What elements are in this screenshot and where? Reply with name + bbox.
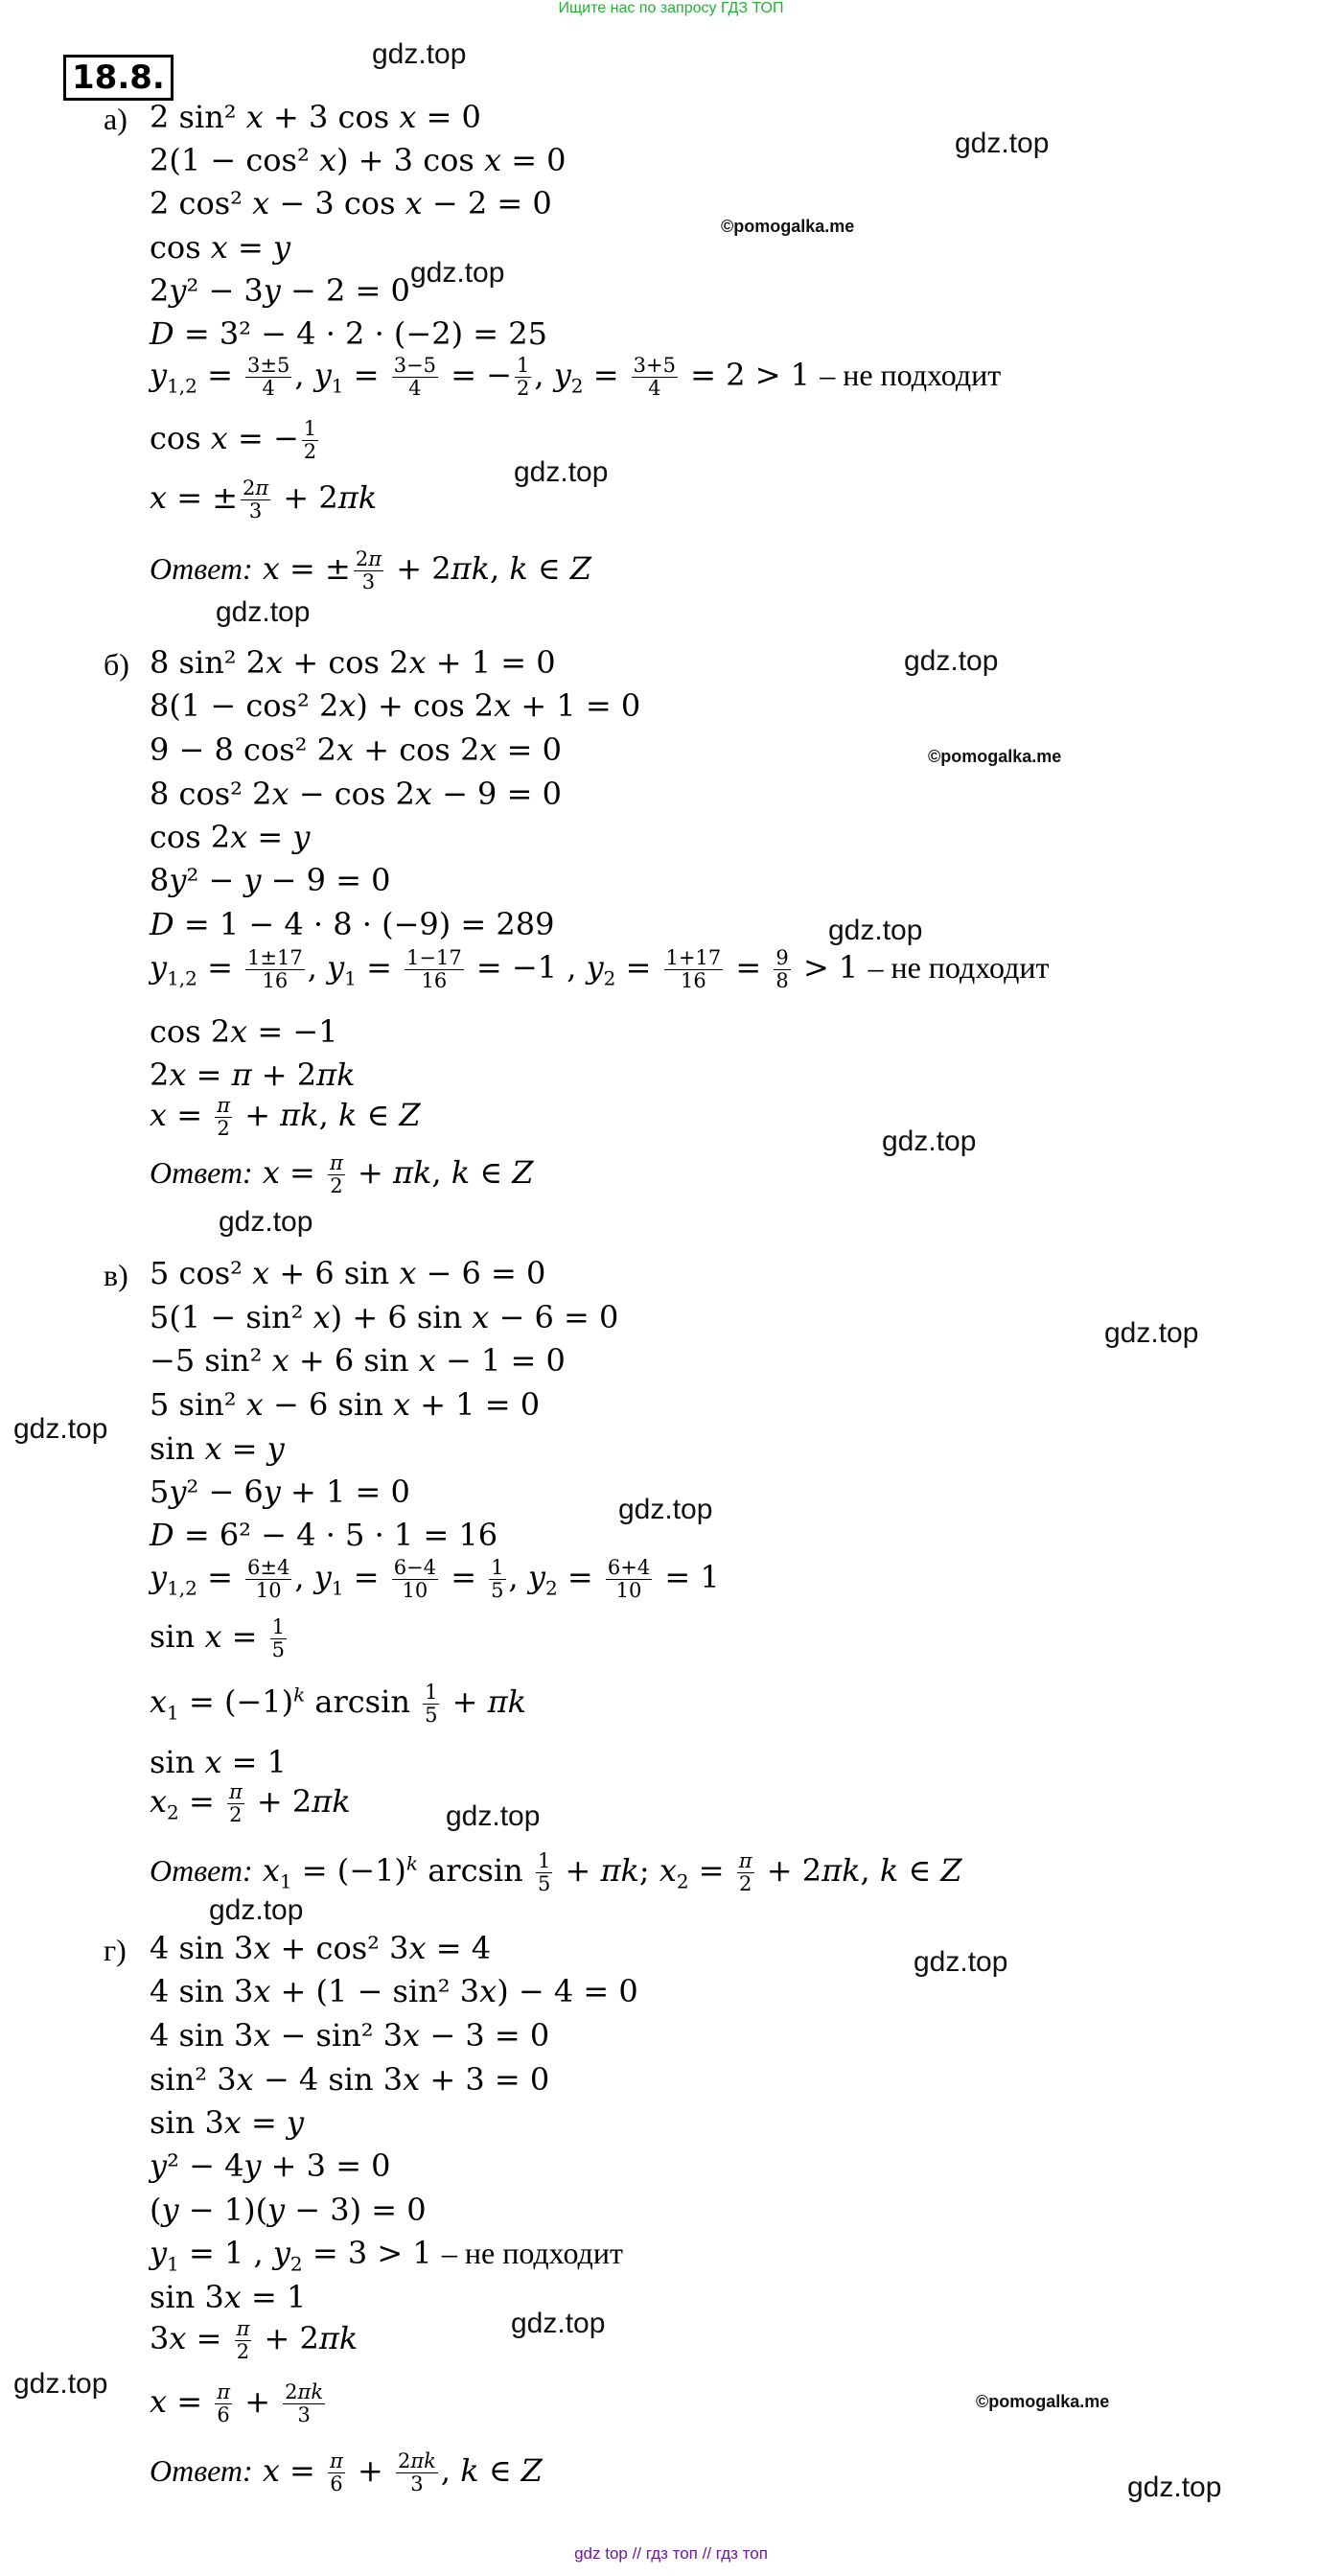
solution-line: D = 3² − 4 · 2 · (−2) = 25 [150, 315, 547, 352]
gdz-watermark: gdz.top [514, 456, 609, 488]
solution-line: sin x = $\frac{1}{5}$ [150, 1615, 286, 1662]
solution-line: $y_{1,2}$ = $\frac{6\pm 4}{10}$ , $y_1$ = $\frac{6-4}{10}$ = $\frac{1}{5}$ , $y_2$ = $\frac{6+4}{10}$ = 1 [150, 1556, 720, 1603]
solution-line: sin² 3x − 4 sin 3x + 3 = 0 [150, 2061, 550, 2098]
answer-word: Ответ: [150, 1155, 253, 1191]
top-banner[interactable]: Ищите нас по запросу ГДЗ ТОП [558, 0, 784, 16]
gdz-watermark: gdz.top [955, 128, 1050, 159]
solution-line: 5 cos² x + 6 sin x − 6 = 0 [150, 1255, 546, 1291]
solution-line: 2y² − 3y − 2 = 0 [150, 272, 410, 309]
answer-line: Ответ: x = $\frac{\pi}{6}$ + $\frac{2\pi k}{3}$ , k ∈ Z [150, 2449, 543, 2496]
not-fit-text: – не подходит [441, 2236, 623, 2270]
solution-line: cos 2x = y [150, 819, 311, 855]
solution-line: sin 3x = 1 [150, 2279, 307, 2315]
answer-line: Ответ: $x_1 = (-1)^k$ arcsin $\frac{1}{5}$ + πk; $x_2$ = $\frac{\pi}{2}$ + 2πk, k ∈ Z [150, 1849, 962, 1896]
solution-line: 2x = π + 2πk [150, 1056, 356, 1093]
solution-line: $x_2$ = $\frac{\pi}{2}$ + 2πk [150, 1780, 351, 1827]
solution-line: sin 3x = y [150, 2104, 305, 2141]
solution-line: sin x = y [150, 1430, 285, 1467]
pomogalka-watermark: ©pomogalka.me [976, 2392, 1110, 2411]
pomogalka-watermark: ©pomogalka.me [928, 747, 1062, 766]
gdz-watermark: gdz.top [219, 1206, 313, 1238]
gdz-watermark: gdz.top [914, 1946, 1008, 1978]
gdz-watermark: gdz.top [1127, 2472, 1222, 2503]
solution-line: 5y² − 6y + 1 = 0 [150, 1474, 410, 1510]
solution-line: y² − 4y + 3 = 0 [150, 2147, 391, 2184]
solution-line: x = ± $\frac{2\pi}{3}$ + 2πk [150, 476, 378, 523]
gdz-watermark: gdz.top [410, 257, 505, 289]
solution-line: D = 6² − 4 · 5 · 1 = 16 [150, 1517, 498, 1553]
solution-line: 5(1 − sin² x) + 6 sin x − 6 = 0 [150, 1299, 619, 1335]
answer-line: Ответ: x = $\frac{\pi}{2}$ + πk, k ∈ Z [150, 1151, 534, 1198]
solution-line: x = $\frac{\pi}{6}$ + $\frac{2\pi k}{3}$ [150, 2380, 324, 2427]
solution-line: 4 sin 3x + (1 − sin² 3x) − 4 = 0 [150, 1973, 638, 2009]
solution-line: 9 − 8 cos² 2x + cos 2x = 0 [150, 731, 562, 768]
solution-line: −5 sin² x + 6 sin x − 1 = 0 [150, 1342, 566, 1379]
solution-line: cos x = y [150, 229, 291, 266]
gdz-watermark: gdz.top [828, 915, 923, 946]
part-a-label: а) [104, 102, 127, 136]
solution-line: 2 cos² x − 3 cos x − 2 = 0 [150, 185, 552, 221]
solution-line: $y_{1,2}$ = $\frac{1\pm 17}{16}$ , $y_1$ = $\frac{1-17}{16}$ = −1 , $y_2$ = $\frac{1+17}{16}$ = $\frac{9}{8}$ > 1 – не подходит [150, 946, 1050, 993]
footer-links[interactable]: gdz top // гдз топ // гдз топ [574, 2544, 768, 2563]
answer-line: Ответ: x = ± $\frac{2\pi}{3}$ + 2πk, k ∈ Z [150, 547, 591, 594]
solution-line: 4 sin 3x + cos² 3x = 4 [150, 1930, 492, 1966]
gdz-watermark: gdz.top [372, 38, 467, 70]
gdz-watermark: gdz.top [511, 2308, 606, 2339]
gdz-watermark: gdz.top [216, 596, 311, 628]
solution-line: 4 sin 3x − sin² 3x − 3 = 0 [150, 2017, 550, 2054]
answer-word: Ответ: [150, 1853, 253, 1889]
pomogalka-watermark: ©pomogalka.me [721, 217, 855, 236]
not-fit-text: – не подходит [868, 950, 1050, 986]
solution-line: 8 sin² 2x + cos 2x + 1 = 0 [150, 644, 556, 681]
gdz-watermark: gdz.top [13, 2368, 108, 2400]
solution-line: cos x = − $\frac{1}{2}$ [150, 417, 317, 464]
solution-line: $y_{1,2}$ = $\frac{3\pm 5}{4}$ , $y_1$ = $\frac{3-5}{4}$ = − $\frac{1}{2}$ , $y_2$ = $\frac{3+5}{4}$ = 2 > 1 – не подходит [150, 354, 1002, 401]
gdz-watermark: gdz.top [209, 1894, 304, 1926]
not-fit-text: – не подходит [820, 358, 1002, 393]
gdz-watermark: gdz.top [13, 1413, 108, 1445]
answer-word: Ответ: [150, 2453, 253, 2489]
problem-number: 18.8. [63, 55, 174, 101]
solution-line: 8(1 − cos² 2x) + cos 2x + 1 = 0 [150, 687, 641, 724]
gdz-watermark: gdz.top [882, 1126, 977, 1157]
gdz-watermark: gdz.top [618, 1494, 713, 1525]
gdz-watermark: gdz.top [904, 645, 999, 677]
solution-line: (y − 1)(y − 3) = 0 [150, 2192, 427, 2228]
part-b-label: б) [104, 647, 129, 682]
solution-line: $y_1 = 1$ , $y_2 = 3 > 1$ – не подходит [150, 2235, 623, 2276]
solution-line: cos 2x = −1 [150, 1013, 338, 1050]
solution-line: 2(1 − cos² x) + 3 cos x = 0 [150, 142, 567, 178]
solution-line: $x_1 = (-1)^k$ arcsin $\frac{1}{5}$ + πk [150, 1681, 527, 1728]
solution-line: 8 cos² 2x − cos 2x − 9 = 0 [150, 776, 562, 812]
part-v-label: в) [104, 1258, 128, 1292]
part-g-label: г) [104, 1933, 127, 1967]
gdz-watermark: gdz.top [1104, 1317, 1199, 1349]
answer-word: Ответ: [150, 551, 253, 587]
solution-line: 3x = $\frac{\pi}{2}$ + 2πk [150, 2317, 359, 2364]
solution-line: x = $\frac{\pi}{2}$ + πk, k ∈ Z [150, 1094, 421, 1141]
gdz-watermark: gdz.top [446, 1800, 541, 1832]
solution-line: 2 sin² x + 3 cos x = 0 [150, 99, 481, 135]
solution-line: D = 1 − 4 · 8 · (−9) = 289 [150, 906, 555, 942]
solution-line: sin x = 1 [150, 1744, 287, 1780]
solution-line: 5 sin² x − 6 sin x + 1 = 0 [150, 1386, 541, 1423]
solution-line: 8y² − y − 9 = 0 [150, 862, 391, 898]
